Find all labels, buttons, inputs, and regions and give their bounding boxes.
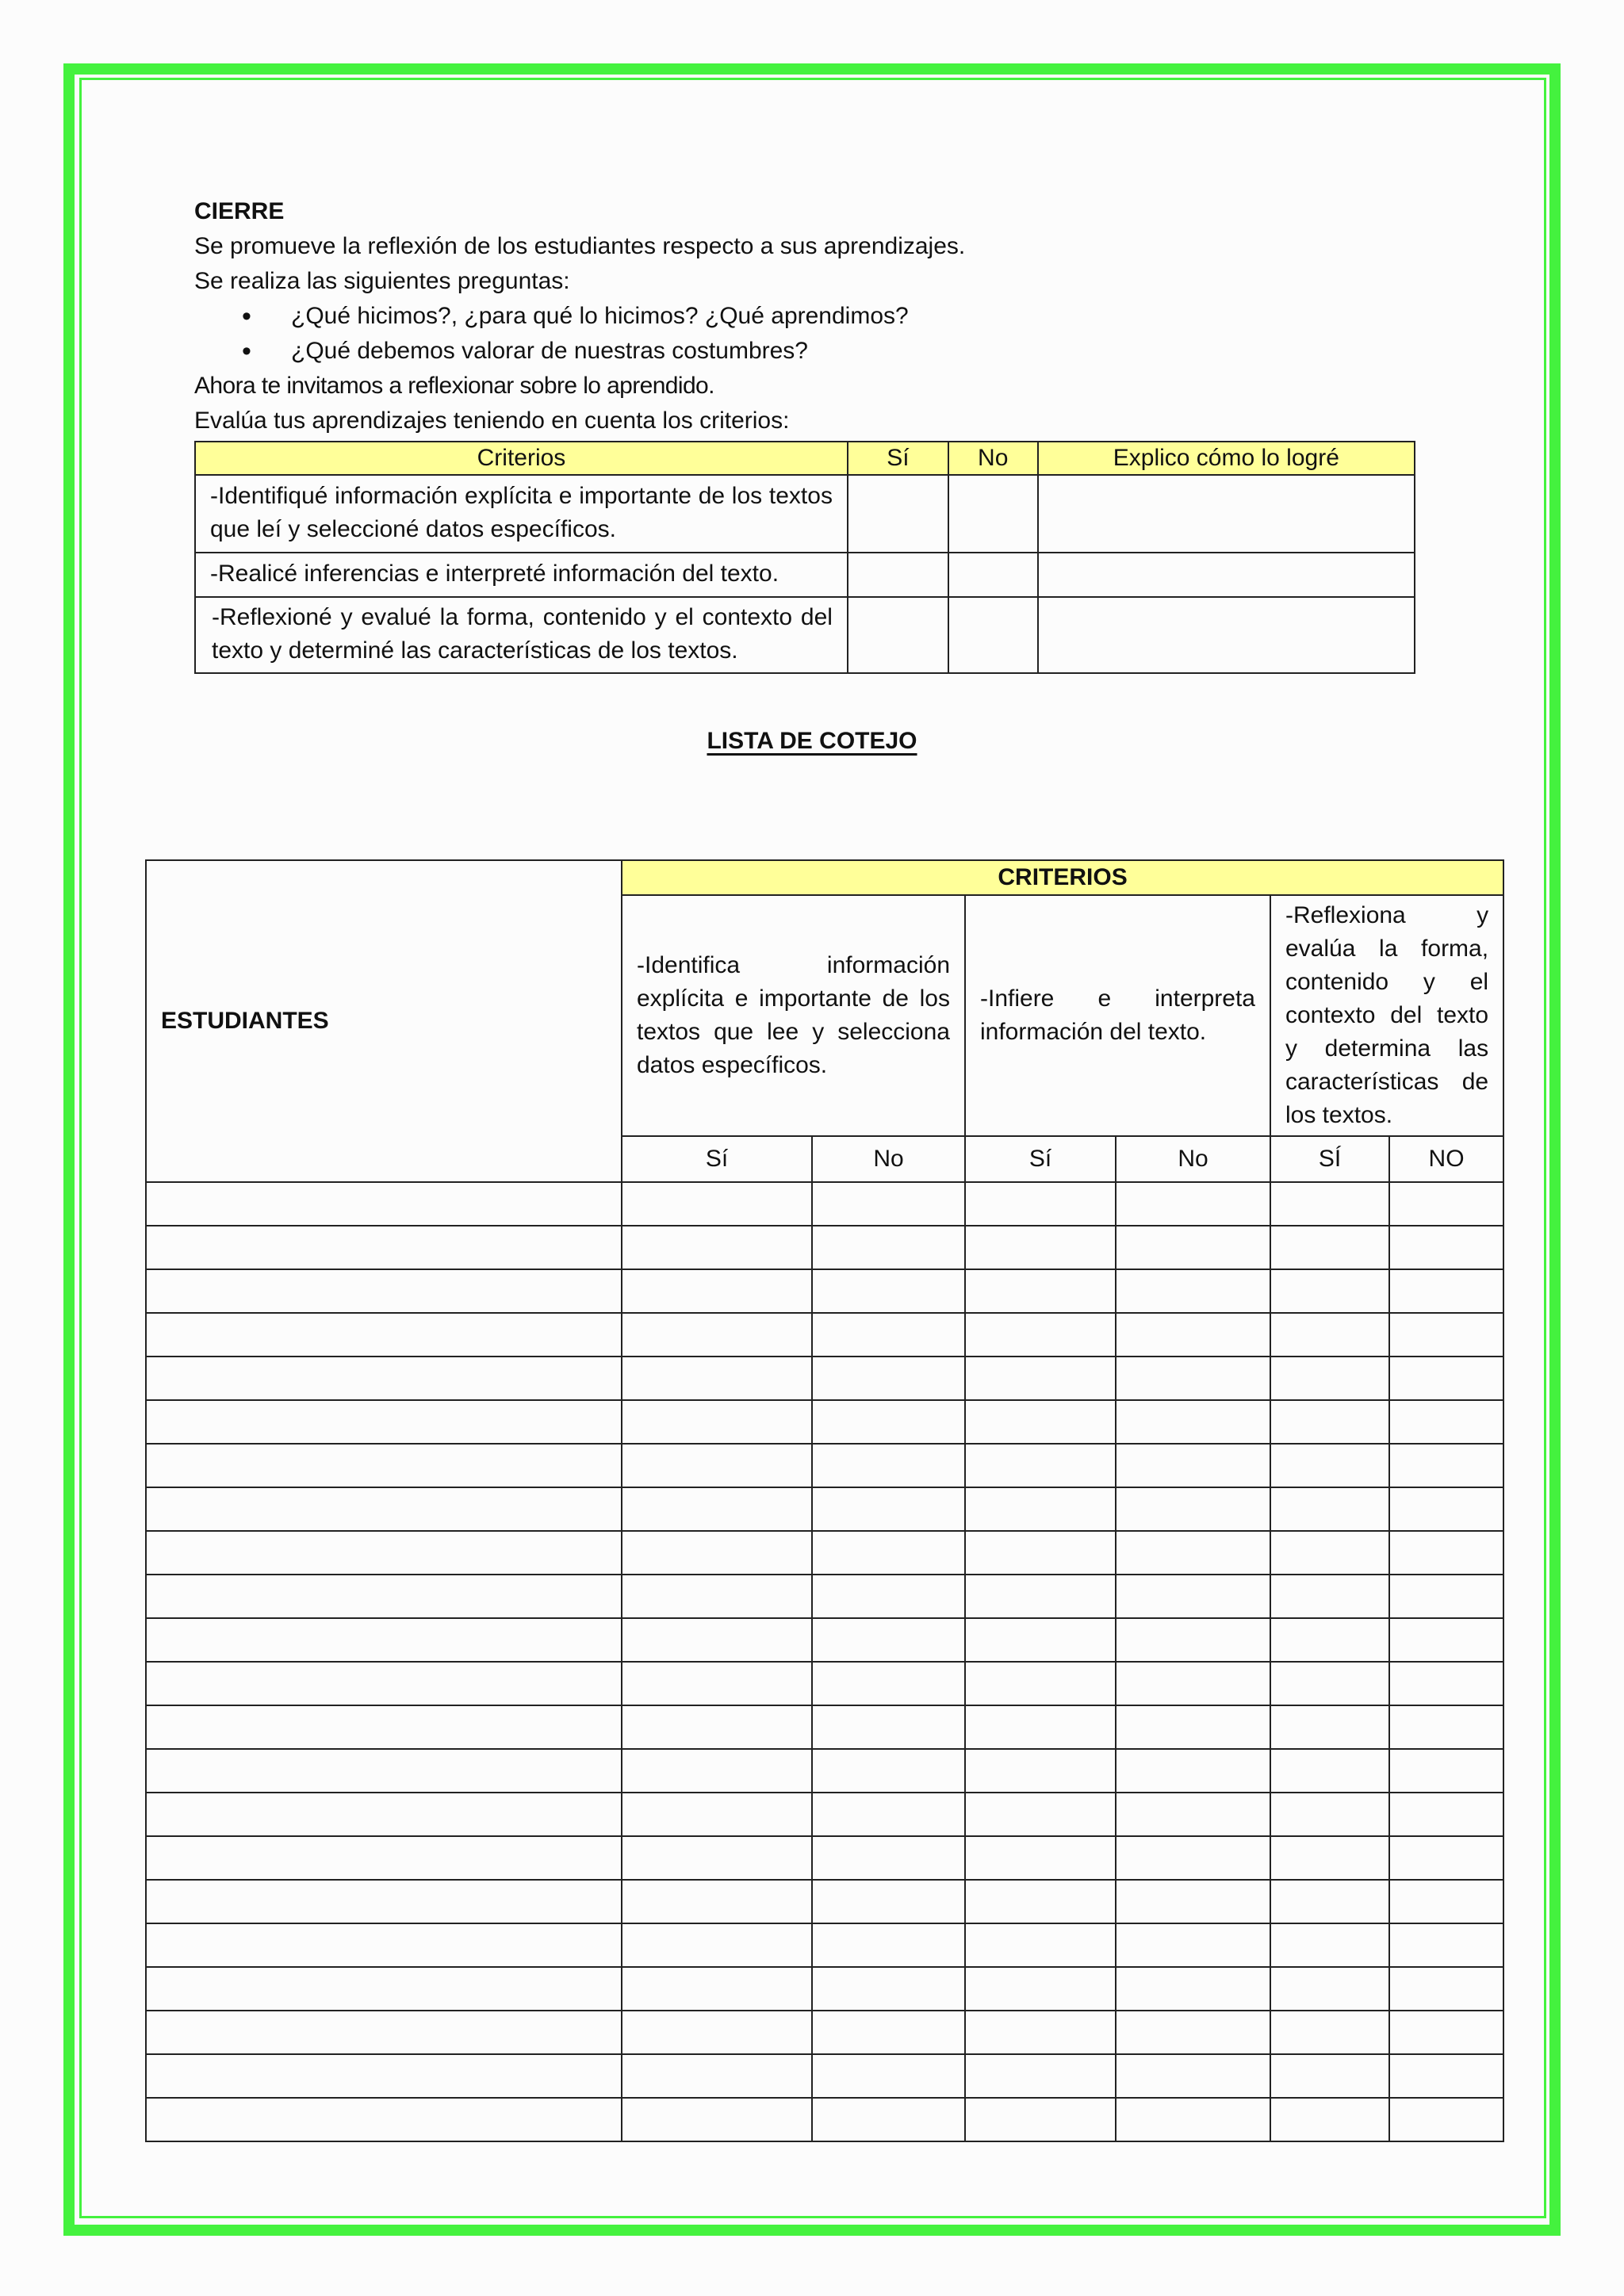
student-name-cell[interactable] <box>146 2054 622 2098</box>
checkbox-cell[interactable] <box>622 2011 812 2054</box>
checkbox-cell[interactable] <box>965 1313 1116 1357</box>
checkbox-cell[interactable] <box>1389 1836 1503 1880</box>
checkbox-cell[interactable] <box>622 2054 812 2098</box>
checkbox-cell[interactable] <box>1270 1967 1389 2011</box>
checkbox-cell[interactable] <box>1389 1705 1503 1749</box>
checkbox-cell[interactable] <box>812 1575 965 1618</box>
checkbox-cell[interactable] <box>812 1836 965 1880</box>
estudiantes-header: ESTUDIANTES <box>146 860 622 1182</box>
checkbox-cell[interactable] <box>965 2098 1116 2141</box>
student-row <box>146 1487 1503 1531</box>
checkbox-cell[interactable] <box>965 1880 1116 1923</box>
criterios-header: CRITERIOS <box>622 860 1503 895</box>
explico-header: Explico cómo lo logré <box>1038 442 1415 475</box>
checkbox-cell[interactable] <box>812 1226 965 1269</box>
checkbox-cell[interactable] <box>812 1269 965 1313</box>
checkbox-cell[interactable] <box>1389 1226 1503 1269</box>
checkbox-cell[interactable] <box>1270 1575 1389 1618</box>
student-name-cell[interactable] <box>146 1182 622 1226</box>
checkbox-cell[interactable] <box>1389 1400 1503 1444</box>
student-name-cell[interactable] <box>146 1531 622 1575</box>
student-name-cell[interactable] <box>146 1705 622 1749</box>
checkbox-cell[interactable] <box>1389 2054 1503 2098</box>
cierre-line-4: Evalúa tus aprendizajes teniendo en cuenta los criterios: <box>194 408 790 434</box>
self-evaluation-table <box>194 441 1415 674</box>
checkbox-cell[interactable] <box>1116 1313 1270 1357</box>
student-row <box>146 1793 1503 1836</box>
student-name-cell[interactable] <box>146 1923 622 1967</box>
checkbox-cell[interactable] <box>812 1923 965 1967</box>
student-name-cell[interactable] <box>146 1793 622 1836</box>
question-list <box>194 299 1415 369</box>
si-label: SÍ <box>1270 1136 1389 1182</box>
checkbox-cell[interactable] <box>812 1618 965 1662</box>
si-label: Sí <box>965 1136 1116 1182</box>
checkbox-cell[interactable] <box>1270 1793 1389 1836</box>
checklist-header-row <box>146 860 1503 895</box>
checkbox-cell[interactable] <box>1116 1444 1270 1487</box>
criterion-text: -Realicé inferencias e interpreté información del texto. <box>195 553 848 597</box>
checkbox-cell[interactable] <box>1116 1400 1270 1444</box>
checkbox-cell[interactable] <box>1116 1923 1270 1967</box>
no-cell[interactable] <box>948 553 1038 597</box>
checkbox-cell[interactable] <box>1270 1662 1389 1705</box>
cierre-line-3: Ahora te invitamos a reflexionar sobre lo aprendido. <box>194 373 714 399</box>
checkbox-cell[interactable] <box>1116 1705 1270 1749</box>
checkbox-cell[interactable] <box>1389 2011 1503 2054</box>
checkbox-cell[interactable] <box>622 1313 812 1357</box>
student-name-cell[interactable] <box>146 2098 622 2141</box>
checkbox-cell[interactable] <box>965 1705 1116 1749</box>
checkbox-cell[interactable] <box>965 2011 1116 2054</box>
checkbox-cell[interactable] <box>622 1662 812 1705</box>
si-header: Sí <box>848 442 948 475</box>
checkbox-cell[interactable] <box>622 1880 812 1923</box>
student-name-cell[interactable] <box>146 1662 622 1705</box>
question-item: • ¿Qué hicimos?, ¿para qué lo hicimos? ¿Qué aprendimos? <box>291 299 1415 334</box>
checkbox-cell[interactable] <box>812 1487 965 1531</box>
student-name-cell[interactable] <box>146 1313 622 1357</box>
checkbox-cell[interactable] <box>812 2054 965 2098</box>
checkbox-cell[interactable] <box>812 1967 965 2011</box>
checkbox-cell[interactable] <box>1116 1487 1270 1531</box>
explico-cell[interactable] <box>1038 597 1415 673</box>
student-row <box>146 2054 1503 2098</box>
checkbox-cell[interactable] <box>1389 1357 1503 1400</box>
checkbox-cell[interactable] <box>1389 1531 1503 1575</box>
checkbox-cell[interactable] <box>965 1618 1116 1662</box>
checkbox-cell[interactable] <box>812 1705 965 1749</box>
cierre-title: CIERRE <box>194 198 285 224</box>
no-header: No <box>948 442 1038 475</box>
checkbox-cell[interactable] <box>965 2054 1116 2098</box>
checkbox-cell[interactable] <box>965 1967 1116 2011</box>
cierre-line-2: Se realiza las siguientes preguntas: <box>194 268 570 294</box>
checkbox-cell[interactable] <box>812 1749 965 1793</box>
checkbox-cell[interactable] <box>1116 2011 1270 2054</box>
checkbox-cell[interactable] <box>812 1793 965 1836</box>
student-row <box>146 1880 1503 1923</box>
checkbox-cell[interactable] <box>1389 1967 1503 2011</box>
checkbox-cell[interactable] <box>1389 1575 1503 1618</box>
checkbox-cell[interactable] <box>1389 1313 1503 1357</box>
checkbox-cell[interactable] <box>812 1662 965 1705</box>
checkbox-cell[interactable] <box>1270 1705 1389 1749</box>
checkbox-cell[interactable] <box>1270 1836 1389 1880</box>
question-item: • ¿Qué debemos valorar de nuestras costumbres? <box>291 334 1415 369</box>
no-cell[interactable] <box>948 597 1038 673</box>
cierre-line-1: Se promueve la reflexión de los estudiantes respecto a sus aprendizajes. <box>194 233 966 259</box>
student-name-cell[interactable] <box>146 1487 622 1531</box>
criterios-header: Criterios <box>195 442 848 475</box>
checkbox-cell[interactable] <box>1116 1749 1270 1793</box>
checkbox-cell[interactable] <box>1270 2011 1389 2054</box>
criterion-text: -Identifiqué información explícita e importante de los textos que leí y seleccioné datos específicos. <box>195 475 848 553</box>
checkbox-cell[interactable] <box>622 1967 812 2011</box>
si-label: Sí <box>622 1136 812 1182</box>
checkbox-cell[interactable] <box>1389 2098 1503 2141</box>
checkbox-cell[interactable] <box>622 1357 812 1400</box>
checkbox-cell[interactable] <box>1270 1749 1389 1793</box>
cierre-section <box>194 194 1415 438</box>
criterion-text: -Reflexioné y evalué la forma, contenido y el contexto del texto y determiné las características de los textos. <box>195 597 848 673</box>
checkbox-cell[interactable] <box>965 1487 1116 1531</box>
checkbox-cell[interactable] <box>622 1226 812 1269</box>
checkbox-cell[interactable] <box>622 1618 812 1662</box>
checkbox-cell[interactable] <box>965 1793 1116 1836</box>
checkbox-cell[interactable] <box>1270 1531 1389 1575</box>
checkbox-cell[interactable] <box>1270 1487 1389 1531</box>
checkbox-cell[interactable] <box>1116 1531 1270 1575</box>
si-cell[interactable] <box>848 475 948 553</box>
self-eval-header-row <box>195 442 1415 475</box>
criterion-identifica: -Identifica información explícita e importante de los textos que lee y selecciona datos específicos. <box>622 895 965 1136</box>
student-name-cell[interactable] <box>146 1967 622 2011</box>
checkbox-cell[interactable] <box>812 1531 965 1575</box>
checkbox-cell[interactable] <box>622 1749 812 1793</box>
checkbox-cell[interactable] <box>1116 1226 1270 1269</box>
checkbox-cell[interactable] <box>1116 2054 1270 2098</box>
si-cell[interactable] <box>848 597 948 673</box>
checkbox-cell[interactable] <box>622 1575 812 1618</box>
checkbox-cell[interactable] <box>965 1269 1116 1313</box>
student-name-cell[interactable] <box>146 2011 622 2054</box>
checkbox-cell[interactable] <box>1270 1618 1389 1662</box>
checkbox-cell[interactable] <box>965 1444 1116 1487</box>
explico-cell[interactable] <box>1038 475 1415 553</box>
no-label: No <box>1116 1136 1270 1182</box>
student-row <box>146 1923 1503 1967</box>
student-row <box>146 1531 1503 1575</box>
checkbox-cell[interactable] <box>1116 2098 1270 2141</box>
criterion-reflexiona: -Reflexiona y evalúa la forma, contenido y el contexto del texto y determina las características de los textos. <box>1270 895 1503 1136</box>
checkbox-cell[interactable] <box>1270 2098 1389 2141</box>
no-cell[interactable] <box>948 475 1038 553</box>
checkbox-cell[interactable] <box>965 1575 1116 1618</box>
checkbox-cell[interactable] <box>622 1836 812 1880</box>
checkbox-cell[interactable] <box>812 2011 965 2054</box>
criterion-infiere: -Infiere e interpreta información del texto. <box>965 895 1270 1136</box>
no-label: No <box>812 1136 965 1182</box>
explico-cell[interactable] <box>1038 553 1415 597</box>
checkbox-cell[interactable] <box>622 1705 812 1749</box>
checkbox-cell[interactable] <box>1116 1967 1270 2011</box>
checkbox-cell[interactable] <box>1389 1618 1503 1662</box>
checkbox-cell[interactable] <box>965 1357 1116 1400</box>
checkbox-cell[interactable] <box>1389 1444 1503 1487</box>
student-row <box>146 1444 1503 1487</box>
checkbox-cell[interactable] <box>1389 1269 1503 1313</box>
checkbox-cell[interactable] <box>1116 1269 1270 1313</box>
checkbox-cell[interactable] <box>965 1400 1116 1444</box>
checkbox-cell[interactable] <box>812 1357 965 1400</box>
student-name-cell[interactable] <box>146 1836 622 1880</box>
checkbox-cell[interactable] <box>812 2098 965 2141</box>
checkbox-cell[interactable] <box>1116 1575 1270 1618</box>
student-row <box>146 1662 1503 1705</box>
self-eval-row <box>195 475 1415 553</box>
checkbox-cell[interactable] <box>812 1880 965 1923</box>
checkbox-cell[interactable] <box>965 1662 1116 1705</box>
checkbox-cell[interactable] <box>622 1182 812 1226</box>
checkbox-cell[interactable] <box>1270 1923 1389 1967</box>
student-row <box>146 1357 1503 1400</box>
checkbox-cell[interactable] <box>1270 1313 1389 1357</box>
student-name-cell[interactable] <box>146 1269 622 1313</box>
student-row <box>146 1705 1503 1749</box>
checkbox-cell[interactable] <box>965 1226 1116 1269</box>
checkbox-cell[interactable] <box>622 1487 812 1531</box>
self-eval-row <box>195 597 1415 673</box>
student-row <box>146 2011 1503 2054</box>
checkbox-cell[interactable] <box>1270 1269 1389 1313</box>
checkbox-cell[interactable] <box>812 1313 965 1357</box>
student-name-cell[interactable] <box>146 1444 622 1487</box>
checkbox-cell[interactable] <box>622 1444 812 1487</box>
no-label: NO <box>1389 1136 1503 1182</box>
checkbox-cell[interactable] <box>1116 1662 1270 1705</box>
student-row <box>146 1269 1503 1313</box>
checkbox-cell[interactable] <box>1270 1400 1389 1444</box>
student-row <box>146 1226 1503 1269</box>
student-name-cell[interactable] <box>146 1618 622 1662</box>
student-row <box>146 1313 1503 1357</box>
checkbox-cell[interactable] <box>1116 1357 1270 1400</box>
student-name-cell[interactable] <box>146 1400 622 1444</box>
checkbox-cell[interactable] <box>812 1444 965 1487</box>
checkbox-cell[interactable] <box>1116 1880 1270 1923</box>
student-row <box>146 2098 1503 2141</box>
checkbox-cell[interactable] <box>1116 1182 1270 1226</box>
checkbox-cell[interactable] <box>1389 1182 1503 1226</box>
checkbox-cell[interactable] <box>1389 1923 1503 1967</box>
checkbox-cell[interactable] <box>812 1182 965 1226</box>
student-row <box>146 1967 1503 2011</box>
student-name-cell[interactable] <box>146 1357 622 1400</box>
checkbox-cell[interactable] <box>965 1531 1116 1575</box>
checkbox-cell[interactable] <box>622 1531 812 1575</box>
checkbox-cell[interactable] <box>1389 1487 1503 1531</box>
checklist-table <box>145 859 1504 2142</box>
checkbox-cell[interactable] <box>622 1793 812 1836</box>
student-name-cell[interactable] <box>146 1749 622 1793</box>
si-cell[interactable] <box>848 553 948 597</box>
checkbox-cell[interactable] <box>965 1836 1116 1880</box>
student-name-cell[interactable] <box>146 1880 622 1923</box>
checkbox-cell[interactable] <box>1270 1182 1389 1226</box>
student-row <box>146 1575 1503 1618</box>
checkbox-cell[interactable] <box>1116 1618 1270 1662</box>
checkbox-cell[interactable] <box>1270 1226 1389 1269</box>
checkbox-cell[interactable] <box>965 1923 1116 1967</box>
student-row <box>146 1836 1503 1880</box>
lista-de-cotejo-title: LISTA DE COTEJO <box>707 728 917 754</box>
checkbox-cell[interactable] <box>622 1269 812 1313</box>
student-row <box>146 1749 1503 1793</box>
student-name-cell[interactable] <box>146 1226 622 1269</box>
checkbox-cell[interactable] <box>1270 2054 1389 2098</box>
checkbox-cell[interactable] <box>1270 1444 1389 1487</box>
student-row <box>146 1618 1503 1662</box>
checkbox-cell[interactable] <box>1270 1357 1389 1400</box>
checkbox-cell[interactable] <box>1389 1880 1503 1923</box>
checkbox-cell[interactable] <box>965 1749 1116 1793</box>
self-eval-row <box>195 553 1415 597</box>
checkbox-cell[interactable] <box>965 1182 1116 1226</box>
checkbox-cell[interactable] <box>622 2098 812 2141</box>
checkbox-cell[interactable] <box>622 1923 812 1967</box>
checkbox-cell[interactable] <box>1116 1836 1270 1880</box>
student-row <box>146 1182 1503 1226</box>
checkbox-cell[interactable] <box>1116 1793 1270 1836</box>
checkbox-cell[interactable] <box>1389 1793 1503 1836</box>
checkbox-cell[interactable] <box>1389 1749 1503 1793</box>
student-name-cell[interactable] <box>146 1575 622 1618</box>
checkbox-cell[interactable] <box>622 1400 812 1444</box>
student-rows <box>146 1182 1503 2141</box>
checkbox-cell[interactable] <box>1389 1662 1503 1705</box>
checkbox-cell[interactable] <box>812 1400 965 1444</box>
student-row <box>146 1400 1503 1444</box>
checkbox-cell[interactable] <box>1270 1880 1389 1923</box>
